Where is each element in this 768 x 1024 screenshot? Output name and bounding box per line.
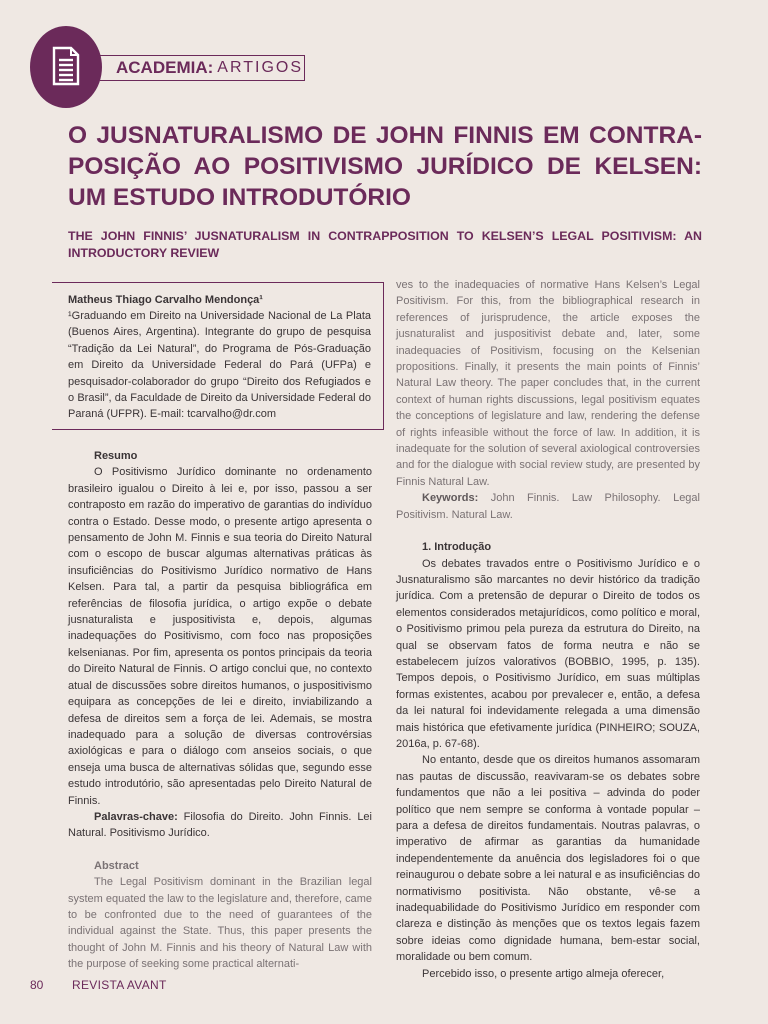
resumo-heading: Resumo xyxy=(94,450,138,462)
resumo-text: O Positivismo Jurídico dominante no ordenamento brasileiro igualou o Direito à lei e, por isso, passou a ser contraposto em razão do imperativo de garantias do indivíduo contra o Estado. Desse modo, o presente artigo apresenta o pensamento de John M. Finnis e sua teoria do Direito Natural com o escopo de buscar algumas alternativas práticas às insuficiências do Positivismo Jurídico normativo de Hans Kelsen. Para tal, a partir da pesquisa bibliográfica em referências de filosofia jurídica, o artigo expõe o debate jusnaturalista e juspositivista e, depois, algumas inadequações do Positivismo, com foco nas proposições kelsenianas. Por fim, apresenta os pontos principais da teoria do Direito Natural de Finnis. O artigo conclui que, no contexto atual de discussões sobre direitos humanos, o juspositivismo equipara as concepções de lei e direito, inviabilizando a defesa de direitos sem a força de lei. Ademais, se mostra inadequado para a solução de diversas controvérsias axiológicas e para o diálogo com anseios sociais, o que enseja uma busca de alternativas sólidas que, segundo esse estudo introdutório, são apresentadas pelo Direito Natural de Finnis. xyxy=(68,466,372,807)
intro-paragraph-3: Percebido isso, o presente artigo almeja oferecer, xyxy=(422,967,665,980)
abstract-keywords xyxy=(396,490,700,523)
article-subtitle: THE JOHN FINNIS’ JUSNATURALISM IN CONTRAPPOSITION TO KELSEN’S LEGAL POSITIVISM: AN INTRODUCTORY REVIEW xyxy=(68,229,702,260)
right-column xyxy=(396,277,700,982)
author-bio: ¹Graduando em Direito na Universidade Nacional de La Plata (Buenos Aires, Argentina). Integrante do grupo de pesquisa “Tradição da Lei Natural”, do Programa de Pós-Graduação em Direito da Universidade Federal do Pará (UFPa) e pesquisador-colaborador do grupo “Direito dos Refugiados e o Brasil”, da Faculdade de Direito da Universidade Federal do Paraná (UFPR). E-mail: tcarvalho@dr.com xyxy=(68,310,371,421)
intro-paragraph-1: Os debates travados entre o Positivismo Jurídico e o Jusnaturalismo são marcantes no devir histórico da tradição jurídica. Com a pretensão de depurar o Direito de todos os elementos considerados metajurídicos, como político e moral, o Positivismo primou pela pureza da estrutura do Direito, na qual se observam fatos de forma neutra e não se estabelecem juízos valorativos (BOBBIO, 1995, p. 135). Tempos depois, o Positivismo Jurídico, em suas múltiplas formas existentes, acabou por prevalecer e, então, a defesa da lei natural foi indevidamente relegada a uma dimensão mais histórica que efetivamente jurídica (PINHEIRO; SOUZA, 2016a, p. 67-68). xyxy=(396,557,700,750)
intro-heading: 1. Introdução xyxy=(422,541,492,554)
article-title: O JUSNATURALISMO DE JOHN FINNIS EM CONTRA-POSIÇÃO AO POSITIVISMO JURÍDICO DE KELSEN: UM ESTUDO INTRODUTÓRIO xyxy=(68,122,702,211)
author-box xyxy=(52,282,384,430)
abstract-text-part1: The Legal Positivism dominant in the Brazilian legal system equated the law to the legislature and, therefore, came to be confronted due to the need of guarantees of the individual against the State. Thus, this paper presents the thought of John M. Finnis and his theory of Natural Law with the purpose of seeking some practical alternati- xyxy=(68,876,372,971)
resumo-keywords-label: Palavras-chave: xyxy=(94,810,178,823)
abstract-keywords-text: John Finnis. Law Philosophy. Legal Positivism. Natural Law. xyxy=(396,492,700,521)
section-label-strong: ACADEMIA: xyxy=(116,58,214,77)
resumo-keywords xyxy=(68,809,372,842)
author-name: Matheus Thiago Carvalho Mendonça¹ xyxy=(68,294,263,306)
document-icon xyxy=(52,46,80,86)
abstract-text-part2: ves to the inadequacies of normative Hans Kelsen’s Legal Positivism. For this, from the bibliographical research in references of jurisprudence, the article exposes the jusnaturalist and juspositivist debate and, later, some inadequacies of Positivism, focusing on the Kelsenian propositions. Finally, it presents the main points of Finnis’ Natural Law theory. The paper concludes that, in the current context of human rights discussions, legal positivism equates the conceptions of legislature and law, rendering the defense of rights infeasible without the force of law. In addition, it is inadequate for the solution of several axiological controversies and for the dialogue with social review study, are presented by Finnis Natural Law. xyxy=(396,279,700,488)
abstract-heading: Abstract xyxy=(94,859,139,872)
abstract-keywords-label: Keywords: xyxy=(422,492,479,505)
resumo-keywords-text: Filosofia do Direito. John Finnis. Lei Natural. Positivismo Jurídico. xyxy=(68,810,372,840)
left-column xyxy=(68,448,372,973)
intro-paragraph-2: No entanto, desde que os direitos humanos assomaram nas pautas de discussão, reavivaram-se os debates sobre fundamentos que não a lei positiva – advinda do poder político que nem sempre se conforma à vontade popular – para a defesa de direitos fundamentais. Noutras palavras, o imperativo de afirmar as garantias da humanidade independentemente da anuência dos legisladores foi o que reinaugurou o debate sobre a lei natural e as insuficiências do normativismo positivista. Não obstante, vê-se a inadequabilidade do Positivismo Jurídico em responder com clareza e distinção às menções que os textos legais fazem sobre ideias como dignidade humana, bem-estar social, moralidade ou bem comum. xyxy=(396,754,700,964)
page-number: 80 xyxy=(30,978,44,992)
journal-name: REVISTA AVANT xyxy=(72,978,167,992)
section-label-light: ARTIGOS xyxy=(217,59,303,76)
section-badge xyxy=(30,26,102,108)
section-label xyxy=(100,55,305,81)
